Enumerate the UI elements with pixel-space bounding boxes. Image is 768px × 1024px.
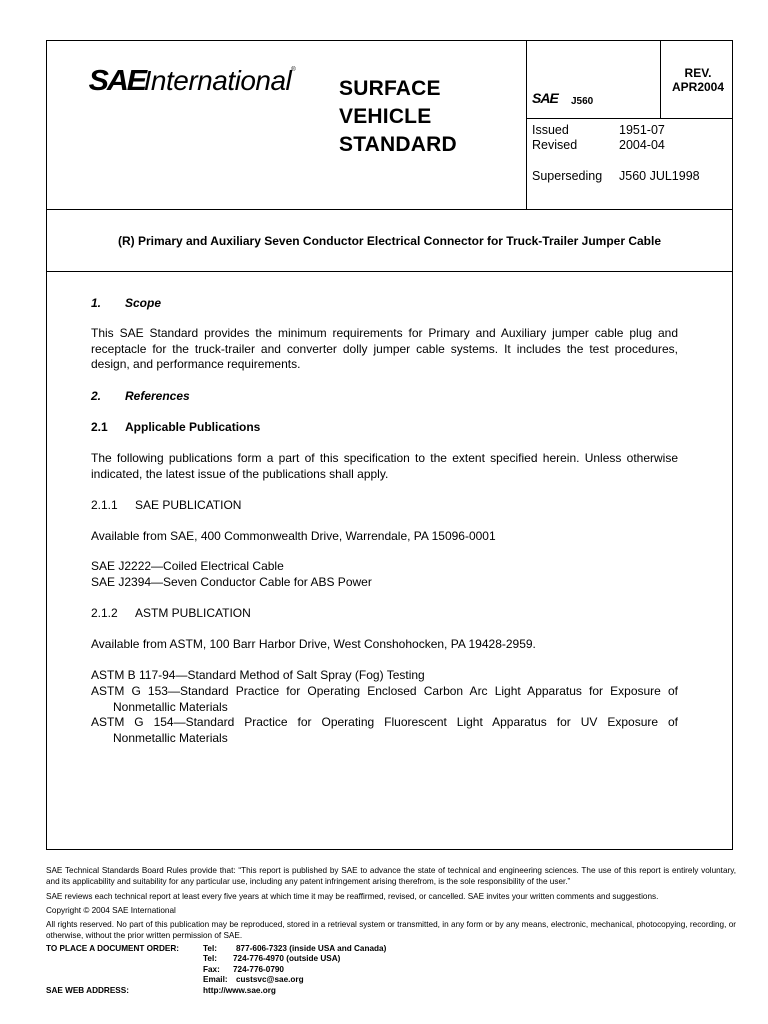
issued-label: Issued xyxy=(532,123,569,137)
header-divider-rev xyxy=(660,40,661,119)
astm-availability: Available from ASTM, 100 Barr Harbor Drive, West Conshohocken, PA 19428-2959. xyxy=(91,637,536,651)
section-1-number: 1. xyxy=(91,296,102,310)
section-2-1-number: 2.1 xyxy=(91,420,108,434)
standard-type-line-3: STANDARD xyxy=(339,133,457,156)
review-notice: SAE reviews each technical report at least every five years at which time it may be reaffirmed, revised, or cancelled. SAE invites your written comments and suggestions. xyxy=(46,892,659,901)
section-2-1-1-number: 2.1.1 xyxy=(91,498,118,512)
tel-2-label: Tel: xyxy=(203,954,217,963)
applicable-publications-paragraph: The following publications form a part of this specification to the extent specified herein. Unless otherwise indicated, the latest issue of the publications shall apply. xyxy=(91,451,678,481)
astm-g154-line-2: Nonmetallic Materials xyxy=(113,730,228,745)
logo-sae-text: SAE xyxy=(88,65,145,97)
standard-type-line-1: SURFACE xyxy=(339,77,441,100)
astm-reference-g153 xyxy=(91,684,678,715)
section-2-1-1-title: SAE PUBLICATION xyxy=(135,498,242,512)
astm-g153-line-2: Nonmetallic Materials xyxy=(113,699,228,714)
sae-availability: Available from SAE, 400 Commonwealth Drive, Warrendale, PA 15096-0001 xyxy=(91,529,496,543)
logo-trademark: ® xyxy=(291,67,296,73)
small-sae-logo: SAE xyxy=(532,90,558,106)
header-bottom-rule xyxy=(46,209,733,210)
section-2-1-title: Applicable Publications xyxy=(125,420,261,434)
board-rules-notice: SAE Technical Standards Board Rules provide that: “This report is published by SAE to advance the state of technical and engineering sciences. The use of this report is entirely voluntary, and its applicability and suitability for any particular use, including any patent infringement arising therefrom, is the sole responsibility of the user.” xyxy=(46,866,736,886)
revised-label: Revised xyxy=(532,138,578,152)
sae-reference-j2222: SAE J2222—Coiled Electrical Cable xyxy=(91,559,284,573)
web-address-link[interactable]: http://www.sae.org xyxy=(203,985,276,995)
issued-value: 1951-07 xyxy=(619,123,665,137)
rev-label: REV. xyxy=(684,66,712,80)
revised-value: 2004-04 xyxy=(619,138,665,152)
section-2-number: 2. xyxy=(91,389,102,403)
logo-international-text: International xyxy=(143,65,292,96)
tel-1-label: Tel: xyxy=(203,944,217,953)
astm-g154-line-1: ASTM G 154—Standard Practice for Operating Fluorescent Light Apparatus for UV Exposure of xyxy=(91,715,678,729)
title-bottom-rule xyxy=(46,271,733,272)
section-2-1-2-title: ASTM PUBLICATION xyxy=(135,606,251,620)
rights-notice: All rights reserved. No part of this publication may be reproduced, stored in a retrieval system or transmitted, in any form or by any means, electronic, mechanical, photocopying, recording, or otherwise, without the prior written permission of SAE. xyxy=(46,920,736,940)
header-divider-meta xyxy=(526,118,733,119)
astm-g153-line-1: ASTM G 153—Standard Practice for Operating Enclosed Carbon Arc Light Apparatus for Exposure of xyxy=(91,684,678,698)
header-divider-left xyxy=(526,40,527,210)
superseding-label: Superseding xyxy=(532,169,603,183)
scope-paragraph: This SAE Standard provides the minimum requirements for Primary and Auxiliary jumper cable plug and receptacle for the truck-trailer and converter dolly jumper cable systems. It includes the test procedures, design, and performance requirements. xyxy=(91,326,678,371)
superseding-value: J560 JUL1998 xyxy=(619,169,700,183)
sae-international-logo xyxy=(90,67,296,96)
astm-reference-g154 xyxy=(91,715,678,746)
order-label: TO PLACE A DOCUMENT ORDER: xyxy=(46,944,179,953)
fax-value: 724-776-0790 xyxy=(233,964,284,974)
email-value[interactable]: custsvc@sae.org xyxy=(236,975,304,984)
document-number: J560 xyxy=(571,96,594,107)
tel-2-value: 724-776-4970 (outside USA) xyxy=(233,954,341,963)
tel-1-value: 877-606-7323 (inside USA and Canada) xyxy=(236,944,387,953)
standard-type-line-2: VEHICLE xyxy=(339,105,432,128)
document-title: (R) Primary and Auxiliary Seven Conductor Electrical Connector for Truck-Trailer Jumper Cable xyxy=(117,234,662,248)
email-label: Email: xyxy=(203,975,228,984)
web-address-label: SAE WEB ADDRESS: xyxy=(46,985,129,995)
copyright-notice: Copyright © 2004 SAE International xyxy=(46,906,176,915)
sae-reference-j2394: SAE J2394—Seven Conductor Cable for ABS Power xyxy=(91,575,372,589)
section-2-title: References xyxy=(125,389,190,403)
fax-label: Fax: xyxy=(203,964,220,974)
section-2-1-2-number: 2.1.2 xyxy=(91,606,118,620)
astm-reference-b117: ASTM B 117-94—Standard Method of Salt Spray (Fog) Testing xyxy=(91,668,425,682)
section-1-title: Scope xyxy=(125,296,162,310)
rev-date: APR2004 xyxy=(671,80,725,94)
